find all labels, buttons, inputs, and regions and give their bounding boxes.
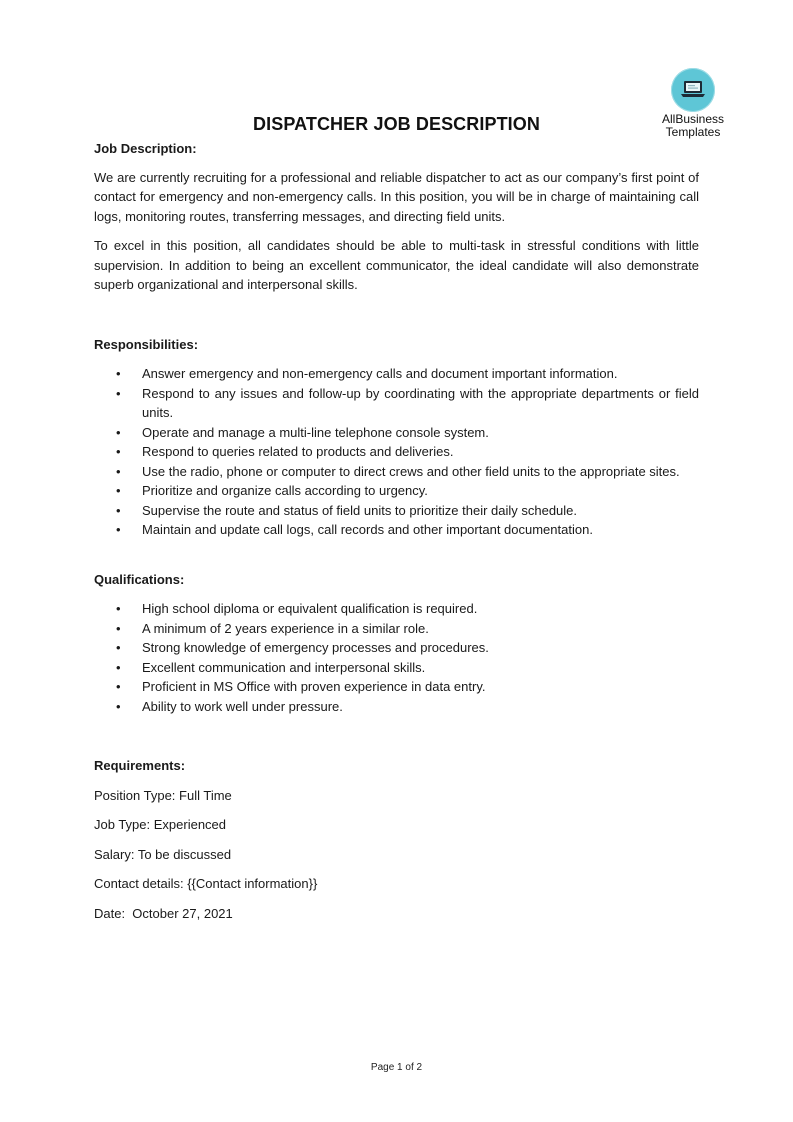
page-number: Page 1 of 2 xyxy=(370,1062,423,1073)
responsibilities-list xyxy=(94,364,699,540)
bullet: • xyxy=(116,463,121,479)
qualifications-heading: Qualifications: xyxy=(94,571,185,587)
bullet: • xyxy=(116,502,121,518)
bullet: • xyxy=(116,522,121,537)
list-item: • Ability to work well under pressure. xyxy=(94,697,699,717)
page-title: DISPATCHER JOB DESCRIPTION xyxy=(253,114,540,134)
list-item: • Operate and manage a multi-line telephone console system. xyxy=(94,423,699,443)
bullet: • xyxy=(116,679,121,694)
bullet: • xyxy=(116,640,121,655)
date: Date: October 27, 2021 xyxy=(94,905,233,921)
list-item: • Proficient in MS Office with proven experience in data entry. xyxy=(94,677,699,697)
list-item: • Use the radio, phone or computer to direct crews and other field units to the appropriate sites. xyxy=(94,462,699,482)
list-item: • Excellent communication and interpersonal skills. xyxy=(94,658,699,678)
list-item: • Answer emergency and non-emergency calls and document important information. xyxy=(94,364,699,384)
bullet: • xyxy=(116,424,121,440)
bullet: • xyxy=(116,698,121,714)
document-body xyxy=(94,139,699,923)
list-item: • Respond to any issues and follow-up by coordinating with the appropriate departments or field units. xyxy=(116,385,699,420)
list-item: • High school diploma or equivalent qualification is required. xyxy=(94,599,699,619)
list-item: • Respond to queries related to products and deliveries. xyxy=(94,442,699,462)
bullet: • xyxy=(116,366,121,381)
bullet: • xyxy=(116,483,121,498)
job-description-heading: Job Description: xyxy=(94,141,197,156)
job-type: Job Type: Experienced xyxy=(94,817,227,832)
logo-line-2: Templates xyxy=(665,125,721,139)
salary: Salary: To be discussed xyxy=(94,846,232,862)
contact-details: Contact details: {{Contact information}} xyxy=(94,876,318,891)
bullet: • xyxy=(116,385,121,401)
qualifications-list xyxy=(94,599,699,716)
list-item: • A minimum of 2 years experience in a similar role. xyxy=(94,619,699,639)
list-item: • Maintain and update call logs, call records and other important documentation. xyxy=(94,520,699,540)
laptop-icon xyxy=(671,68,715,112)
logo-line-1: AllBusiness xyxy=(661,112,725,126)
job-description-paragraph-2: To excel in this position, all candidates should be able to multi-task in stressful conditions with little supervision. In addition to being an excellent communicator, the ideal candidate will also demonstrate superb organizational and interpersonal skills. xyxy=(94,238,699,292)
responsibilities-heading: Responsibilities: xyxy=(94,336,199,352)
job-description-paragraph-1: We are currently recruiting for a professional and reliable dispatcher to act as our company’s first point of contact for emergency and non-emergency calls. In this position, you will be in charge of maintaining call logs, monitoring routes, transferring messages, and directing field units. xyxy=(94,169,699,224)
bullet: • xyxy=(116,659,121,675)
bullet: • xyxy=(116,620,121,636)
list-item: • Supervise the route and status of field units to prioritize their daily schedule. xyxy=(94,501,699,521)
bullet: • xyxy=(116,601,121,616)
bullet: • xyxy=(116,444,121,459)
list-item: • Prioritize and organize calls according to urgency. xyxy=(94,481,699,501)
position-type: Position Type: Full Time xyxy=(94,787,232,803)
list-item: • Strong knowledge of emergency processes and procedures. xyxy=(94,638,699,658)
requirements-heading: Requirements: xyxy=(94,758,186,773)
